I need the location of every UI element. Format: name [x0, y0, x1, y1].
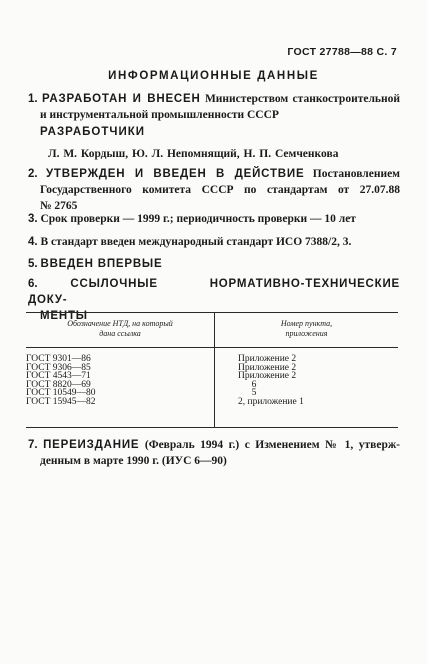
item-1-text-line2: и инструментальной промышленности СССР — [40, 109, 279, 121]
table-cell-clause: Приложение 2 — [238, 362, 297, 373]
item-7-number: 7. — [28, 439, 38, 451]
table-cell-reference: ГОСТ 9301—86 — [26, 354, 91, 364]
item-5-number: 5. — [28, 258, 38, 270]
item-7-text-line2: денным в марте 1990 г. (ИУС 6—90) — [40, 455, 227, 467]
table-cell-reference: ГОСТ 10549—80 — [26, 388, 96, 399]
item-1-number: 1. — [28, 93, 38, 105]
table-cell-reference: ГОСТ 4543—71 — [26, 371, 91, 382]
item-4 — [28, 234, 400, 250]
references-table — [26, 312, 398, 428]
item-5 — [28, 256, 400, 272]
item-1-text: Министерством станкостроительной — [204, 93, 400, 105]
item-4-text: В стандарт введен международный стандарт ИСО 7388/2, 3. — [40, 236, 352, 248]
item-3 — [28, 211, 400, 227]
item-4-number: 4. — [28, 236, 38, 248]
table-cell-clause: 5 — [251, 388, 257, 399]
item-7-caps: ПЕРЕИЗДАНИЕ — [43, 439, 140, 451]
table-cell-reference: ГОСТ 15945—82 — [26, 396, 96, 407]
table-cell-clause: 2, приложение 1 — [238, 396, 304, 407]
item-7-text: (Февраль 1994 г.) с Изменением № 1, утверж- — [144, 439, 401, 451]
item-2-caps: УТВЕРЖДЕН И ВВЕДЕН В ДЕЙСТВИЕ — [45, 168, 305, 180]
developers-heading: РАЗРАБОТЧИКИ — [40, 126, 145, 138]
page-header: ГОСТ 27788—88 С. 7 — [287, 46, 397, 58]
item-1-caps: РАЗРАБОТАН И ВНЕСЕН — [41, 93, 201, 105]
table-cell-clause: 6 — [251, 379, 257, 390]
table-cell-clause: Приложение 2 — [238, 371, 297, 382]
item-6-number: 6. — [28, 278, 38, 290]
item-2-text: Постановлением — [312, 168, 401, 180]
item-3-text: Срок проверки — 1999 г.; периодичность проверки — 10 лет — [40, 213, 356, 225]
document-title: ИНФОРМАЦИОННЫЕ ДАННЫЕ — [108, 70, 319, 82]
table-cell-reference: ГОСТ 9306—85 — [26, 362, 91, 373]
item-5-caps: ВВЕДЕН ВПЕРВЫЕ — [40, 258, 163, 270]
table-header-reference: Обозначение НТД, на который дана ссылка — [67, 319, 173, 338]
table-cell-reference: ГОСТ 8820—69 — [26, 379, 91, 390]
item-3-number: 3. — [28, 213, 38, 225]
item-6-caps-line2: МЕНТЫ — [40, 310, 88, 322]
table-header-clause: Номер пункта, приложения — [280, 319, 333, 338]
table-cell-clause: Приложение 2 — [238, 354, 297, 364]
item-2-text-line2: Государственного комитета СССР по стандартам от 27.07.88 — [40, 184, 400, 196]
table-header-divider — [26, 347, 398, 348]
table-body — [26, 355, 398, 407]
item-6-caps: ССЫЛОЧНЫЕ НОРМАТИВНО-ТЕХНИЧЕСКИЕ ДОКУ- — [28, 278, 400, 306]
developers-list: Л. М. Кордыш, Ю. Л. Непомнящий, Н. П. Семченкова — [48, 148, 339, 160]
item-2-text-line3: № 2765 — [40, 200, 78, 212]
table-row — [26, 398, 398, 407]
item-2 — [28, 166, 400, 214]
item-1 — [28, 91, 400, 123]
item-2-number: 2. — [28, 168, 38, 180]
item-7 — [28, 437, 400, 469]
